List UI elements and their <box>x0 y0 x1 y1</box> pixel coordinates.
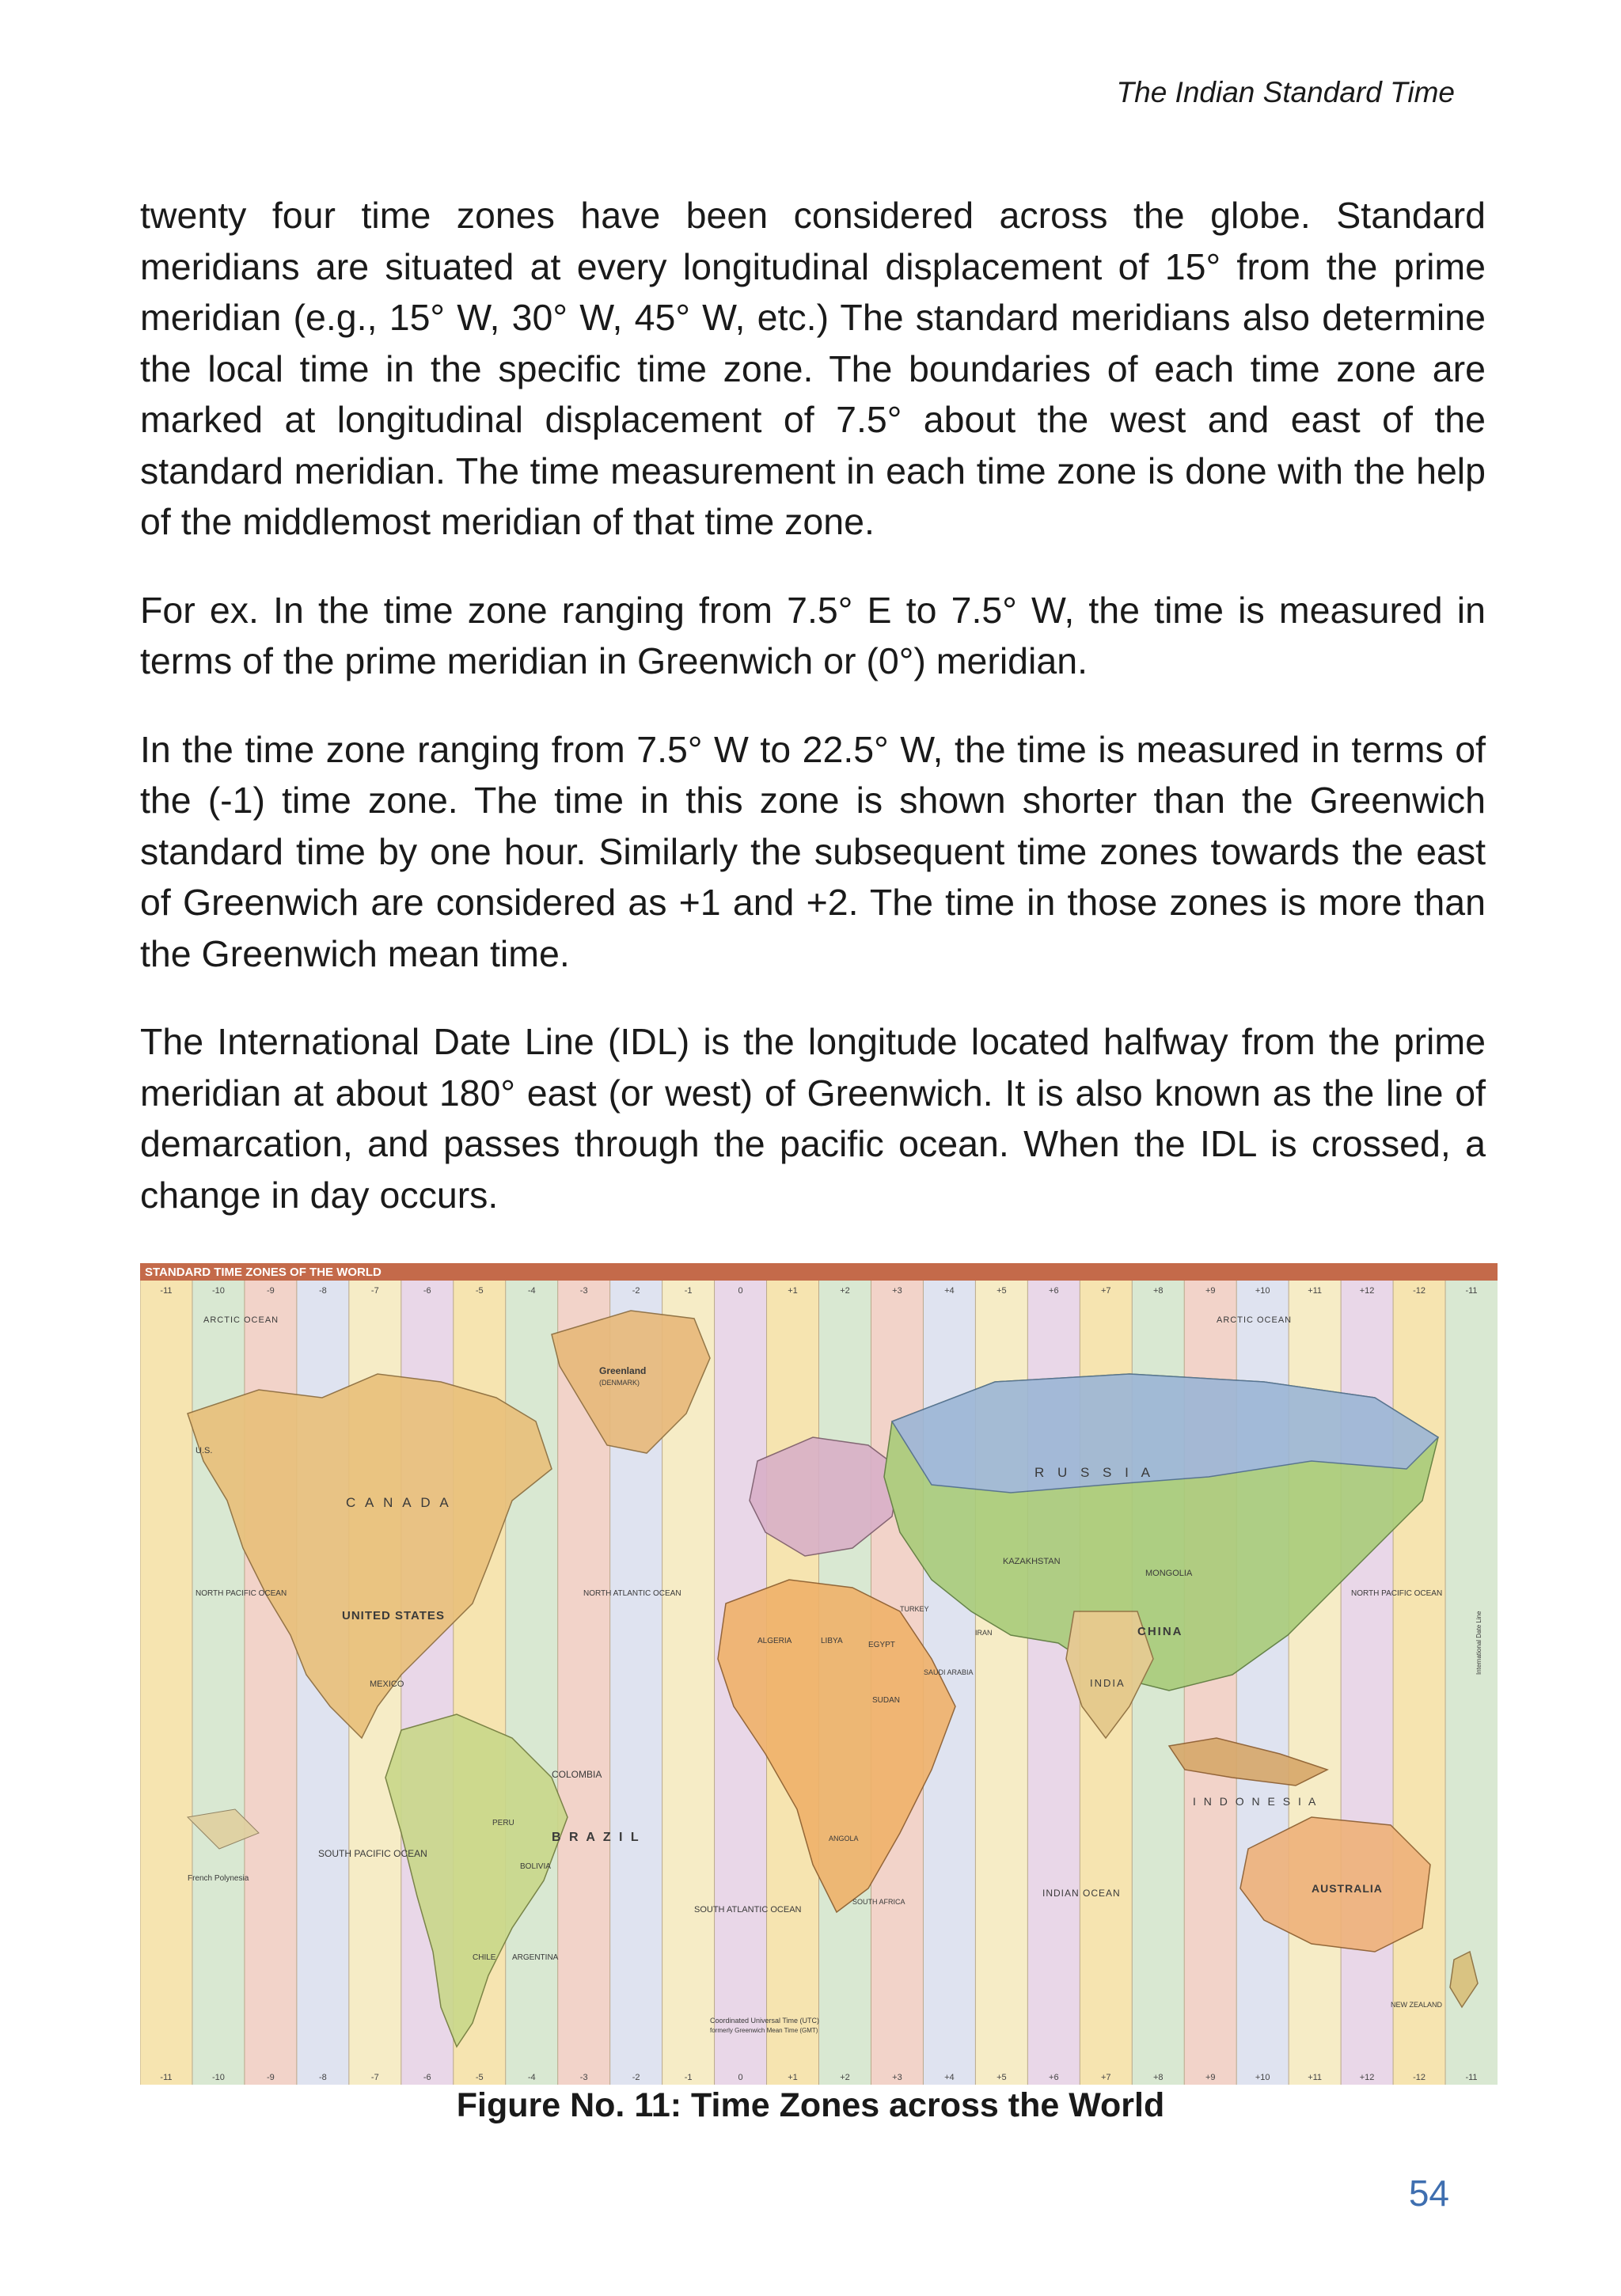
zone-offset-label: -12 <box>1413 2073 1426 2082</box>
zone-offset-label: +7 <box>1101 1286 1111 1296</box>
paragraph-2: For ex. In the time zone ranging from 7.5° E to 7.5° W, the time is measured in terms of the prime meridian in Greenwich or (0°) meridian. <box>140 589 1486 681</box>
paragraph-4: The International Date Line (IDL) is the longitude located halfway from the prime meridian at about 180° east (or west) of Greenwich. It is also known as the line of demarcation, and passes through the pacific ocean. When the IDL is crossed, a change in day occurs. <box>140 1021 1486 1216</box>
zone-offset-label: -12 <box>1413 1286 1426 1296</box>
zone-offset-label: -8 <box>318 1286 327 1296</box>
label-bolivia: BOLIVIA <box>520 1862 551 1871</box>
label-greenland: Greenland <box>599 1365 647 1376</box>
zone-offset-label: +8 <box>1152 2073 1164 2082</box>
label-indonesia: I N D O N E S I A <box>1193 1795 1319 1808</box>
zone-offset-label: -7 <box>370 1286 379 1296</box>
zone-offset-label: +5 <box>997 2073 1007 2082</box>
body-text <box>140 190 1486 1258</box>
zone-offset-label: +9 <box>1205 1286 1216 1296</box>
zone-offset-label: -3 <box>579 2073 588 2082</box>
zone-offset-label: +6 <box>1049 2073 1059 2082</box>
time-zone-band <box>140 1263 192 2085</box>
time-zone-band <box>1341 1263 1393 2085</box>
zone-offset-label: -1 <box>684 1286 693 1296</box>
label-us-alaska: U.S. <box>196 1446 213 1455</box>
page-number: 54 <box>1408 2173 1449 2214</box>
zone-offset-label: -8 <box>318 2073 327 2082</box>
map-title: STANDARD TIME ZONES OF THE WORLD <box>145 1266 382 1279</box>
zone-offset-label: -7 <box>370 2073 379 2082</box>
label-kazakhstan: KAZAKHSTAN <box>1003 1557 1061 1566</box>
running-header: The Indian Standard Time <box>1116 76 1455 108</box>
figure-caption: Figure No. 11: Time Zones across the World <box>456 2086 1165 2124</box>
time-zone-map <box>140 1263 1498 2085</box>
label-north-atlantic: NORTH ATLANTIC OCEAN <box>583 1589 681 1598</box>
zone-offset-label: -11 <box>1465 1286 1478 1296</box>
zone-offset-label: -10 <box>211 1286 225 1296</box>
zone-offset-label: -6 <box>423 2073 431 2082</box>
label-south-africa: SOUTH AFRICA <box>852 1898 905 1906</box>
label-libya: LIBYA <box>821 1637 843 1645</box>
zone-offset-label: -1 <box>684 2073 693 2082</box>
label-mexico: MEXICO <box>370 1679 404 1689</box>
label-china: CHINA <box>1137 1625 1183 1638</box>
zone-offset-label: -10 <box>211 2073 225 2082</box>
zone-offset-label: +1 <box>788 2073 798 2082</box>
label-australia: AUSTRALIA <box>1312 1882 1383 1895</box>
zone-offset-label: +7 <box>1101 2073 1111 2082</box>
label-algeria: ALGERIA <box>757 1637 792 1645</box>
zone-offset-label: +8 <box>1152 1286 1164 1296</box>
label-canada: C A N A D A <box>346 1495 452 1510</box>
zone-offset-label: -4 <box>527 1286 536 1296</box>
time-zone-band <box>1393 1263 1445 2085</box>
label-turkey: TURKEY <box>900 1605 929 1613</box>
zone-offset-label: -2 <box>632 1286 640 1296</box>
label-iran: IRAN <box>975 1629 993 1637</box>
zone-offset-label: +2 <box>840 2073 850 2082</box>
label-indian-ocean: INDIAN OCEAN <box>1042 1888 1121 1899</box>
zone-offset-label: +4 <box>944 1286 955 1296</box>
label-new-zealand: NEW ZEALAND <box>1391 2001 1443 2009</box>
zone-offset-label: +9 <box>1205 2073 1216 2082</box>
zone-offset-label: +6 <box>1049 1286 1059 1296</box>
time-zone-band <box>245 1263 297 2085</box>
label-greenland-sub: (DENMARK) <box>599 1379 640 1387</box>
zone-offset-label: 0 <box>738 2073 743 2082</box>
label-sudan: SUDAN <box>872 1696 901 1705</box>
zone-offset-label: +3 <box>892 2073 902 2082</box>
label-arctic-left: ARCTIC OCEAN <box>203 1315 279 1325</box>
zone-offset-label: -9 <box>267 2073 275 2082</box>
label-egypt: EGYPT <box>868 1641 895 1649</box>
label-north-pacific-right: NORTH PACIFIC OCEAN <box>1351 1589 1443 1598</box>
label-united-states: UNITED STATES <box>342 1609 445 1622</box>
label-idl: International Date Line <box>1475 1611 1482 1675</box>
label-north-pacific-left: NORTH PACIFIC OCEAN <box>196 1589 287 1598</box>
paragraph-1: twenty four time zones have been considered across the globe. Standard meridians are situated at every longitudinal displacement of 15° from the prime meridian (e.g., 15° W, 30° W, 45° W, etc.) The standard meridians also determine the local time in the specific time zone. The boundaries of each time zone are marked at longitudinal displacement of 7.5° about the west and east of the standard meridian. The time measurement in each time zone is done with the help of the middlemost meridian of that time zone. <box>140 195 1486 542</box>
label-russia: R U S S I A <box>1034 1465 1155 1480</box>
label-india: INDIA <box>1090 1677 1126 1689</box>
label-utc-note-2: formerly Greenwich Mean Time (GMT) <box>710 2027 818 2034</box>
zone-offset-label: +10 <box>1255 2073 1270 2082</box>
paragraph-3: In the time zone ranging from 7.5° W to 22.5° W, the time is measured in terms of the (-1) time zone. The time in this zone is shown shorter than the Greenwich standard time by one hour. Similarly the subsequent time zones towards the east of Greenwich are considered as +1 and +2. The time in those zones is more than the Greenwich mean time. <box>140 728 1486 974</box>
zone-offset-label: -6 <box>423 1286 431 1296</box>
label-argentina: ARGENTINA <box>512 1953 559 1962</box>
label-colombia: COLOMBIA <box>552 1769 602 1780</box>
zone-offset-label: -9 <box>267 1286 275 1296</box>
label-brazil: B R A Z I L <box>552 1831 641 1844</box>
label-french-polynesia: French Polynesia <box>188 1874 249 1883</box>
label-chile: CHILE <box>473 1953 496 1962</box>
label-mongolia: MONGOLIA <box>1145 1569 1193 1578</box>
zone-offset-label: -5 <box>475 1286 484 1296</box>
zone-offset-label: -3 <box>579 1286 588 1296</box>
zone-offset-label: +4 <box>944 2073 955 2082</box>
zone-offset-label: +12 <box>1359 2073 1375 2082</box>
zone-offset-label: +3 <box>892 1286 902 1296</box>
zone-offset-label: +10 <box>1255 1286 1270 1296</box>
zone-offset-label: +2 <box>840 1286 850 1296</box>
zone-offset-label: -2 <box>632 2073 640 2082</box>
time-zone-band <box>192 1263 245 2085</box>
label-arctic-right: ARCTIC OCEAN <box>1217 1315 1293 1325</box>
zone-offset-label: -11 <box>160 1286 173 1296</box>
zone-offset-label: +11 <box>1308 1286 1323 1296</box>
label-peru: PERU <box>492 1819 514 1827</box>
zone-offset-label: +5 <box>997 1286 1007 1296</box>
label-south-atlantic: SOUTH ATLANTIC OCEAN <box>694 1905 802 1915</box>
zone-offset-label: -11 <box>1465 2073 1478 2082</box>
time-zone-map-figure <box>140 1263 1498 2085</box>
zone-offset-label: +11 <box>1308 2073 1323 2082</box>
zone-offset-label: +1 <box>788 1286 798 1296</box>
zone-offset-label: 0 <box>738 1286 743 1296</box>
label-angola: ANGOLA <box>829 1835 859 1842</box>
zone-offset-label: -5 <box>475 2073 484 2082</box>
label-saudi-arabia: SAUDI ARABIA <box>924 1668 974 1676</box>
label-south-pacific: SOUTH PACIFIC OCEAN <box>318 1848 427 1859</box>
label-utc-note: Coordinated Universal Time (UTC) <box>710 2017 820 2025</box>
zone-offset-label: -11 <box>160 2073 173 2082</box>
zone-offset-label: -4 <box>527 2073 536 2082</box>
zone-offset-label: +12 <box>1359 1286 1375 1296</box>
